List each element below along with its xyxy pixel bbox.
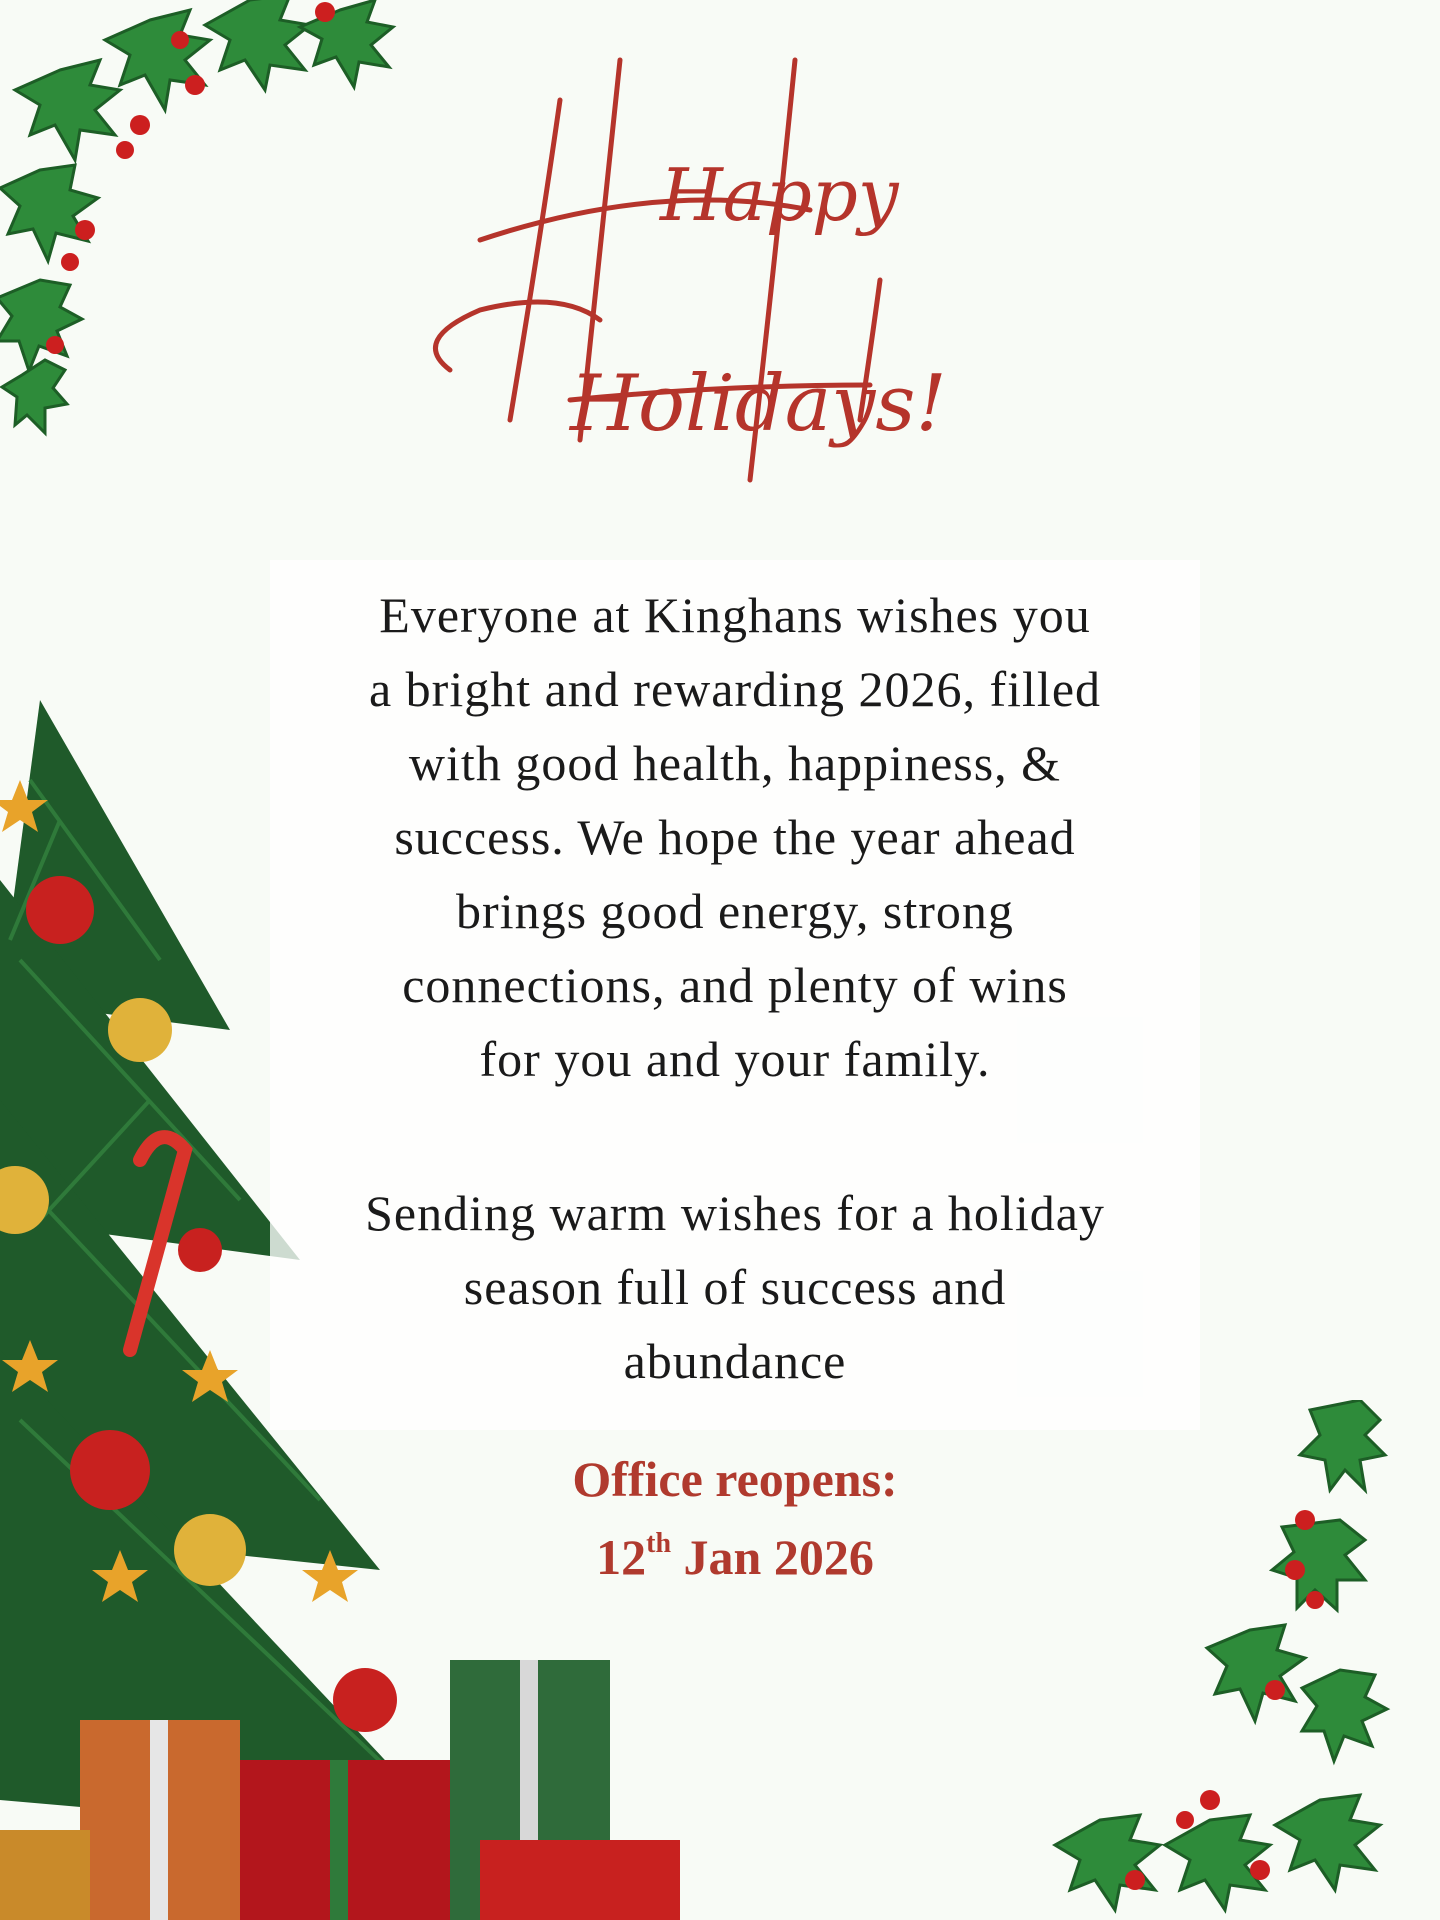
reopen-month-year: Jan 2026 — [671, 1529, 874, 1585]
card-title — [420, 40, 1020, 540]
message-line: with good health, happiness, & — [408, 735, 1062, 791]
title-line1: Happy — [660, 153, 899, 237]
reopen-suffix: th — [646, 1528, 672, 1559]
office-reopen-notice — [290, 1440, 1180, 1596]
title-script-art — [420, 40, 1020, 540]
reopen-label: Office reopens: — [572, 1451, 898, 1507]
message-line: brings good energy, strong — [456, 883, 1014, 939]
greeting-message — [290, 578, 1180, 1398]
reopen-day: 12 — [596, 1529, 647, 1585]
closing-line: abundance — [623, 1333, 847, 1389]
reopen-date — [290, 1518, 1180, 1596]
closing-line: Sending warm wishes for a holiday — [365, 1185, 1105, 1241]
message-line: for you and your family. — [479, 1031, 991, 1087]
closing-line: season full of success and — [463, 1259, 1007, 1315]
message-line: success. We hope the year ahead — [394, 809, 1076, 865]
message-line: Everyone at Kinghans wishes you — [379, 587, 1091, 643]
message-line: a bright and rewarding 2026, filled — [368, 661, 1102, 717]
title-line2: Holidays! — [570, 359, 947, 449]
message-line: connections, and plenty of wins — [402, 957, 1068, 1013]
